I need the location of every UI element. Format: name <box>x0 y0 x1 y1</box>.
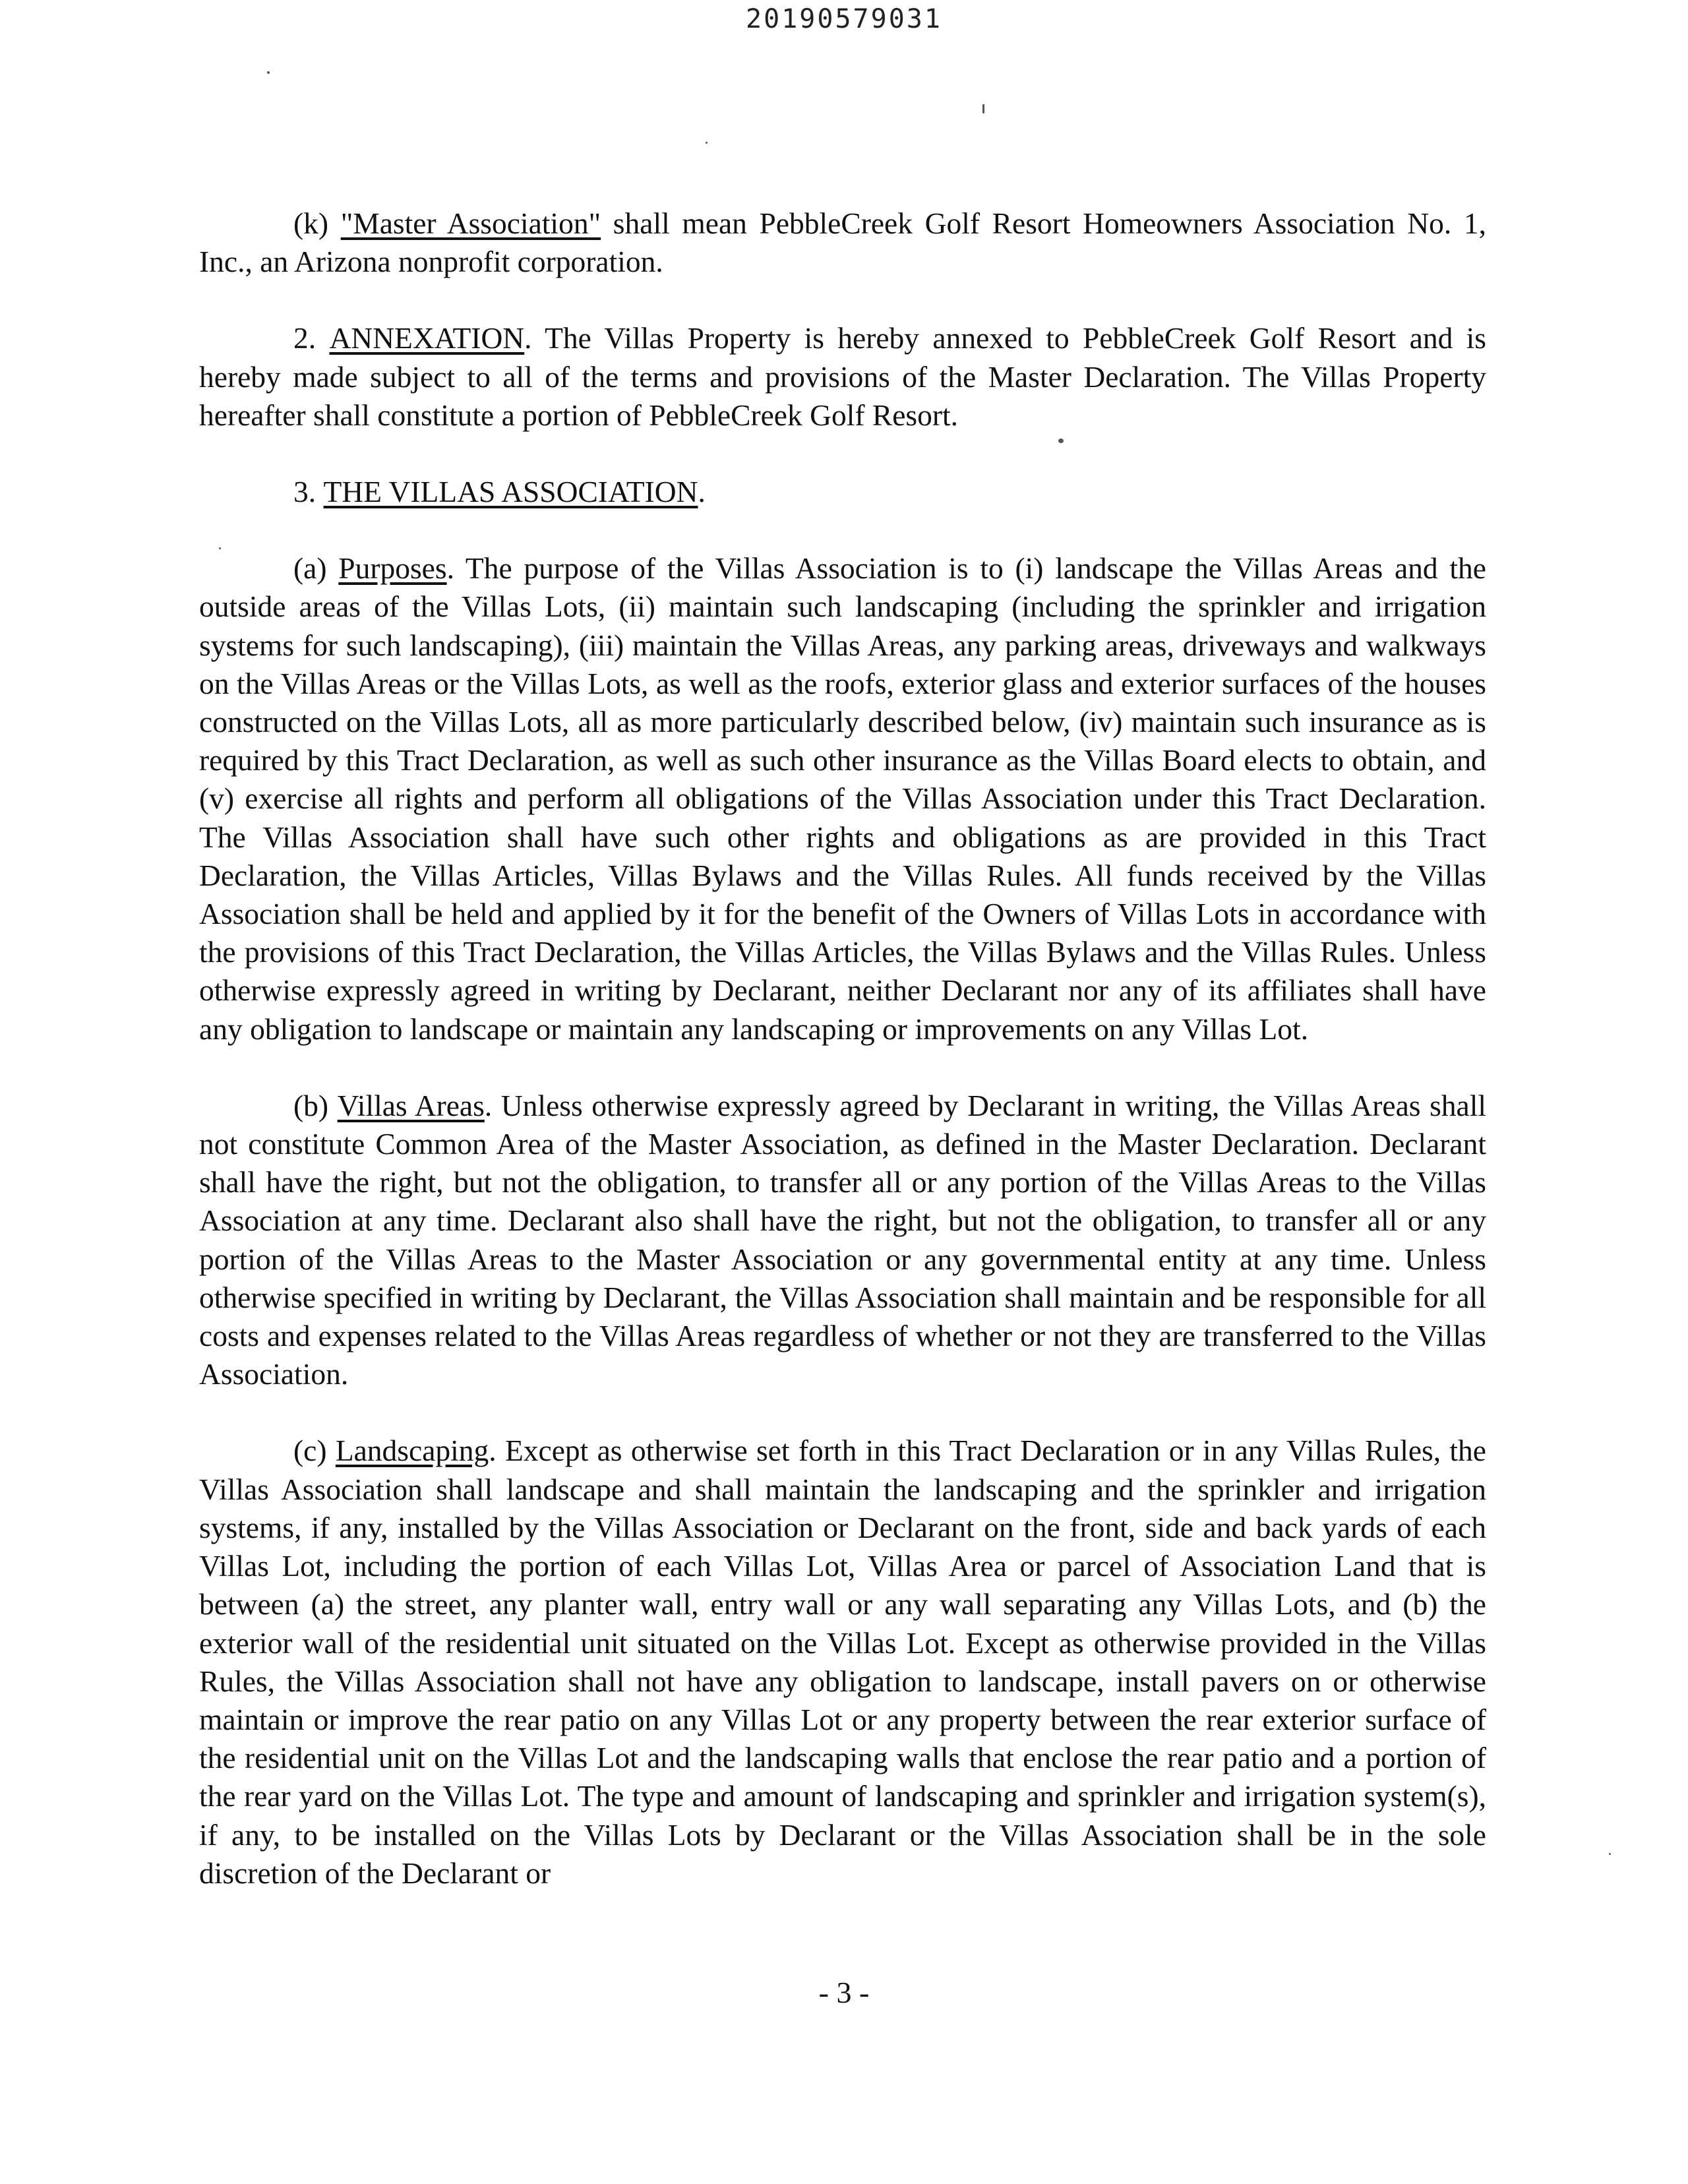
annexation-heading: ANNEXATION <box>329 321 525 355</box>
annexation-number: 2. <box>293 321 316 355</box>
recording-number: 20190579031 <box>746 4 942 34</box>
purposes-number: (a) <box>293 551 327 586</box>
scan-speck <box>1609 1853 1611 1855</box>
scan-speck <box>982 104 984 113</box>
section-annexation: 2. ANNEXATION. The Villas Property is hereby annexed to PebbleCreek Golf Resort and is hereby made subject to all of the terms and provisions of the Master Declaration. The Villas Property hereafter shall constitute a portion of PebbleCreek Golf Resort. <box>199 321 1487 432</box>
section-villas-association: 3. THE VILLAS ASSOCIATION. <box>293 475 706 509</box>
purposes-heading: Purposes <box>338 551 447 586</box>
villas-association-number: 3. <box>293 475 316 509</box>
subsection-landscaping: (c) Landscaping. Except as otherwise set forth in this Tract Declaration or in any Villas Rules, the Villas Association shall landscape and shall maintain the landscaping and the sprinkler and irrigation systems, if any, installed by the Villas Association or Declarant on the front, side and back yards of each Villas Lot, including the portion of each Villas Lot, Villas Area or parcel of Association Land that is between (a) the street, any planter wall, entry wall or any wall separating any Villas Lots, and (b) the exterior wall of the residential unit situated on the Villas Lot. Except as otherwise provided in the Villas Rules, the Villas Association shall not have any obligation to landscape, install pavers on or otherwise maintain or improve the rear patio on any Villas Lot or any property between the rear exterior surface of the residential unit on the Villas Lot and the landscaping walls that enclose the rear patio and a portion of the rear yard on the Villas Lot. The type and amount of landscaping and sprinkler and irrigation system(s), if any, to be installed on the Villas Lots by Declarant or the Villas Association shall be in the sole discretion of the Declarant or <box>199 1434 1487 1890</box>
villas-areas-heading: Villas Areas <box>337 1088 485 1122</box>
annexation-text: The Villas Property is hereby annexed to PebbleCreek Golf Resort and is hereby made subject to all of the terms and provisions of the Master Declaration. The Villas Property hereafter shall constitute a portion of PebbleCreek Golf Resort. <box>199 321 1487 432</box>
villas-areas-number: (b) <box>293 1088 329 1122</box>
villas-areas-text: Unless otherwise expressly agreed by Declarant in writing, the Villas Areas shall not constitute Common Area of the Master Association, as defined in the Master Declaration. Declarant shall have the right, but not the obligation, to transfer all or any portion of the Villas Areas to the Villas Association at any time. Declarant also shall have the right, but not the obligation, to transfer all or any portion of the Villas Areas to the Master Association or any governmental entity at any time. Unless otherwise specified in writing by Declarant, the Villas Association shall maintain and be responsible for all costs and expenses related to the Villas Areas regardless of whether or not they are transferred to the Villas Association. <box>199 1088 1487 1391</box>
subsection-villas-areas: (b) Villas Areas. Unless otherwise expressly agreed by Declarant in writing, the Villas Areas shall not constitute Common Area of the Master Association, as defined in the Master Declaration. Declarant shall have the right, but not the obligation, to transfer all or any portion of the Villas Areas to the Villas Association at any time. Declarant also shall have the right, but not the obligation, to transfer all or any portion of the Villas Areas to the Master Association or any governmental entity at any time. Unless otherwise specified in writing by Declarant, the Villas Association shall maintain and be responsible for all costs and expenses related to the Villas Areas regardless of whether or not they are transferred to the Villas Association. <box>199 1088 1487 1391</box>
document-body <box>199 204 1486 1893</box>
definition-k-text: shall mean PebbleCreek Golf Resort Homeowners Association No. 1, Inc., an Arizona nonprofit corporation. <box>199 206 1487 279</box>
landscaping-text: Except as otherwise set forth in this Tract Declaration or in any Villas Rules, the Villas Association shall landscape and shall maintain the landscaping and the sprinkler and irrigation systems, if any, installed by the Villas Association or Declarant on the front, side and back yards of each Villas Lot, including the portion of each Villas Lot, Villas Area or parcel of Association Land that is between (a) the street, any planter wall, entry wall or any wall separating any Villas Lots, and (b) the exterior wall of the residential unit situated on the Villas Lot. Except as otherwise provided in the Villas Rules, the Villas Association shall not have any obligation to landscape, install pavers on or otherwise maintain or improve the rear patio on any Villas Lot or any property between the rear exterior surface of the residential unit on the Villas Lot and the landscaping walls that enclose the rear patio and a portion of the rear yard on the Villas Lot. The type and amount of landscaping and sprinkler and irrigation system(s), if any, to be installed on the Villas Lots by Declarant or the Villas Association shall be in the sole discretion of the Declarant or <box>199 1434 1487 1890</box>
villas-association-heading: THE VILLAS ASSOCIATION <box>323 475 698 509</box>
landscaping-number: (c) <box>293 1434 327 1468</box>
page-number: - 3 - <box>818 1976 870 2009</box>
definition-k <box>199 204 1486 281</box>
definition-k-number: (k) <box>293 206 329 240</box>
definition-k-term: "Master Association" <box>340 206 601 240</box>
landscaping-heading: Landscaping <box>335 1434 489 1468</box>
subsection-purposes: (a) Purposes. The purpose of the Villas Association is to (i) landscape the Villas Areas and the outside areas of the Villas Lots, (ii) maintain such landscaping (including the sprinkler and irrigation systems for such landscaping), (iii) maintain the Villas Areas, any parking areas, driveways and walkways on the Villas Areas or the Villas Lots, as well as the roofs, exterior glass and exterior surfaces of the houses constructed on the Villas Lots, all as more particularly described below, (iv) maintain such insurance as is required by this Tract Declaration, as well as such other insurance as the Villas Board elects to obtain, and (v) exercise all rights and perform all obligations of the Villas Association under this Tract Declaration. The Villas Association shall have such other rights and obligations as are provided in this Tract Declaration, the Villas Articles, Villas Bylaws and the Villas Rules. All funds received by the Villas Association shall be held and applied by it for the benefit of the Owners of Villas Lots in accordance with the provisions of this Tract Declaration, the Villas Articles, the Villas Bylaws and the Villas Rules. Unless otherwise expressly agreed in writing by Declarant, neither Declarant nor any of its affiliates shall have any obligation to landscape or maintain any landscaping or improvements on any Villas Lot. <box>199 551 1486 1046</box>
purposes-text: The purpose of the Villas Association is to (i) landscape the Villas Areas and the outside areas of the Villas Lots, (ii) maintain such landscaping (including the sprinkler and irrigation systems for such landscaping), (iii) maintain the Villas Areas, any parking areas, driveways and walkways on the Villas Areas or the Villas Lots, as well as the roofs, exterior glass and exterior surfaces of the houses constructed on the Villas Lots, all as more particularly described below, (iv) maintain such insurance as is required by this Tract Declaration, as well as such other insurance as the Villas Board elects to obtain, and (v) exercise all rights and perform all obligations of the Villas Association under this Tract Declaration. The Villas Association shall have such other rights and obligations as are provided in this Tract Declaration, the Villas Articles, Villas Bylaws and the Villas Rules. All funds received by the Villas Association shall be held and applied by it for the benefit of the Owners of Villas Lots in accordance with the provisions of this Tract Declaration, the Villas Articles, the Villas Bylaws and the Villas Rules. Unless otherwise expressly agreed in writing by Declarant, neither Declarant nor any of its affiliates shall have any obligation to landscape or maintain any landscaping or improvements on any Villas Lot. <box>199 551 1486 1046</box>
scan-speck <box>267 71 270 74</box>
scan-speck <box>706 142 708 144</box>
